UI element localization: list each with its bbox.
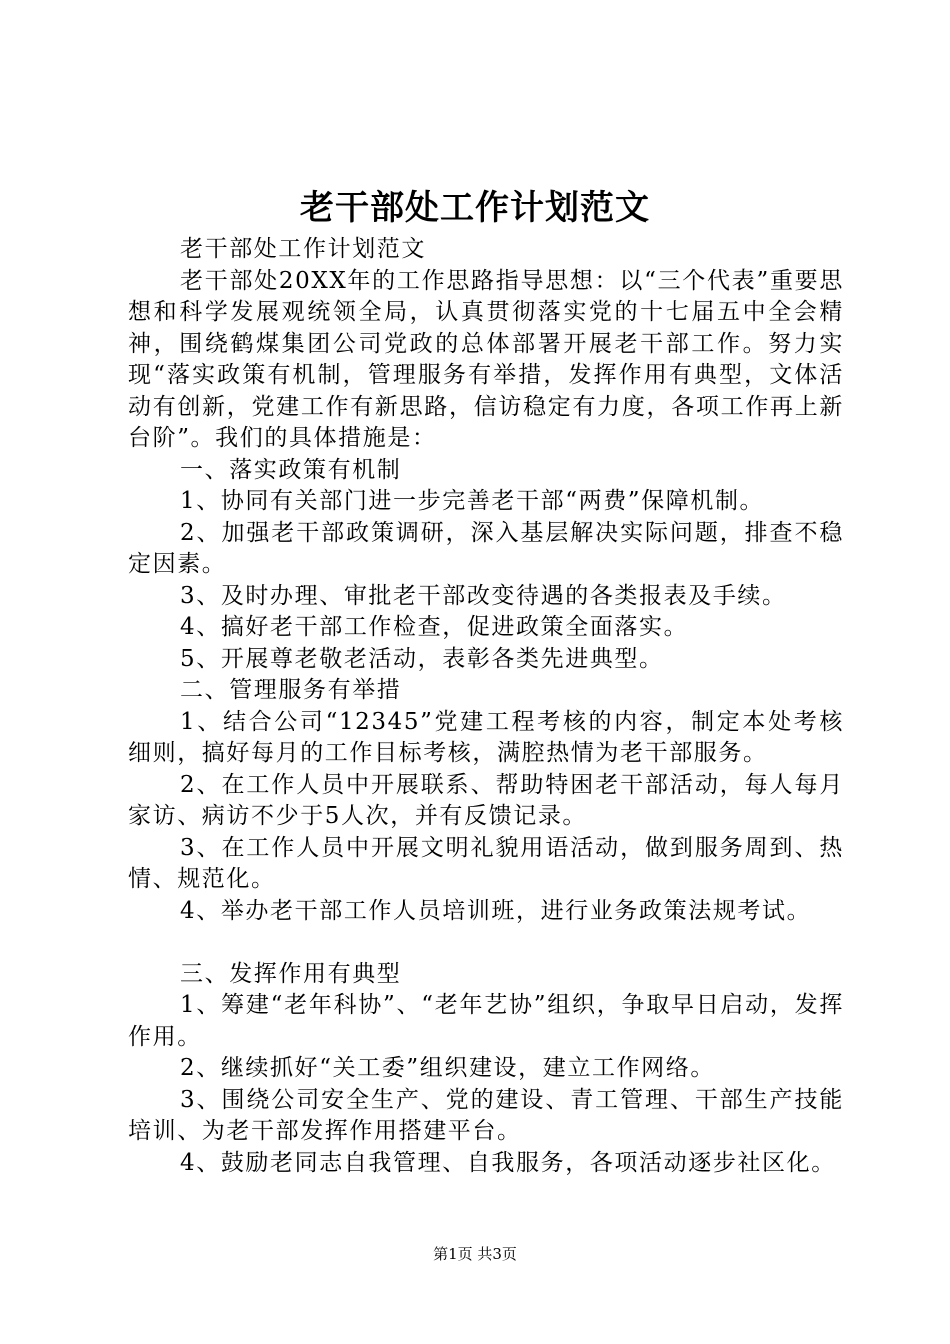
blank-line <box>128 927 844 959</box>
section-heading: 二、管理服务有举措 <box>180 677 402 703</box>
list-item: 1、结合公司“12345”党建工程考核的内容，制定本处考核细则，搞好每月的工作目标考核，满腔热情为老干部服务。 <box>128 708 844 766</box>
list-item: 2、在工作人员中开展联系、帮助特困老干部活动，每人每月家访、病访不少于5人次，并有反馈记录。 <box>128 771 844 829</box>
list-item: 2、继续抓好“关工委”组织建设，建立工作网络。 <box>180 1055 715 1081</box>
page-footer: 第1页 共3页 <box>433 1245 517 1263</box>
list-item: 4、搞好老干部工作检查，促进政策全面落实。 <box>180 614 689 640</box>
list-item: 1、协同有关部门进一步完善老干部“两费”保障机制。 <box>180 488 765 514</box>
list-item: 4、举办老干部工作人员培训班，进行业务政策法规考试。 <box>180 897 812 924</box>
list-item: 3、及时办理、审批老干部改变待遇的各类报表及手续。 <box>180 582 787 609</box>
list-item: 5、开展尊老敬老活动，表彰各类先进典型。 <box>180 645 664 672</box>
list-item: 1、筹建“老年科协”、“老年艺协”组织，争取早日启动，发挥作用。 <box>128 992 844 1050</box>
list-item: 3、在工作人员中开展文明礼貌用语活动，做到服务周到、热情、规范化。 <box>128 834 844 892</box>
document-title: 老干部处工作计划范文 <box>300 188 650 228</box>
list-item: 3、围绕公司安全生产、党的建设、青工管理、干部生产技能培训、为老干部发挥作用搭建平台。 <box>128 1086 844 1144</box>
section-heading: 一、落实政策有机制 <box>180 456 402 483</box>
list-item: 2、加强老干部政策调研，深入基层解决实际问题，排查不稳定因素。 <box>128 519 844 577</box>
paragraph: 老干部处工作计划范文 <box>180 236 426 262</box>
list-item: 4、鼓励老同志自我管理、自我服务，各项活动逐步社区化。 <box>180 1149 836 1176</box>
document-body <box>128 234 844 1179</box>
paragraph: 老干部处20XX年的工作思路指导思想：以“三个代表”重要思想和科学发展观统领全局，认真贯彻落实党的十七届五中全会精神，围绕鹤煤集团公司党政的总体部署开展老干部工作。努力实现“落实政策有机制，管理服务有举措，发挥作用有典型，文体活动有创新，党建工作有新思路，信访稳定有力度，各项工作再上新台阶”。我们的具体措施是： <box>128 267 844 451</box>
section-heading: 三、发挥作用有典型 <box>180 960 402 987</box>
